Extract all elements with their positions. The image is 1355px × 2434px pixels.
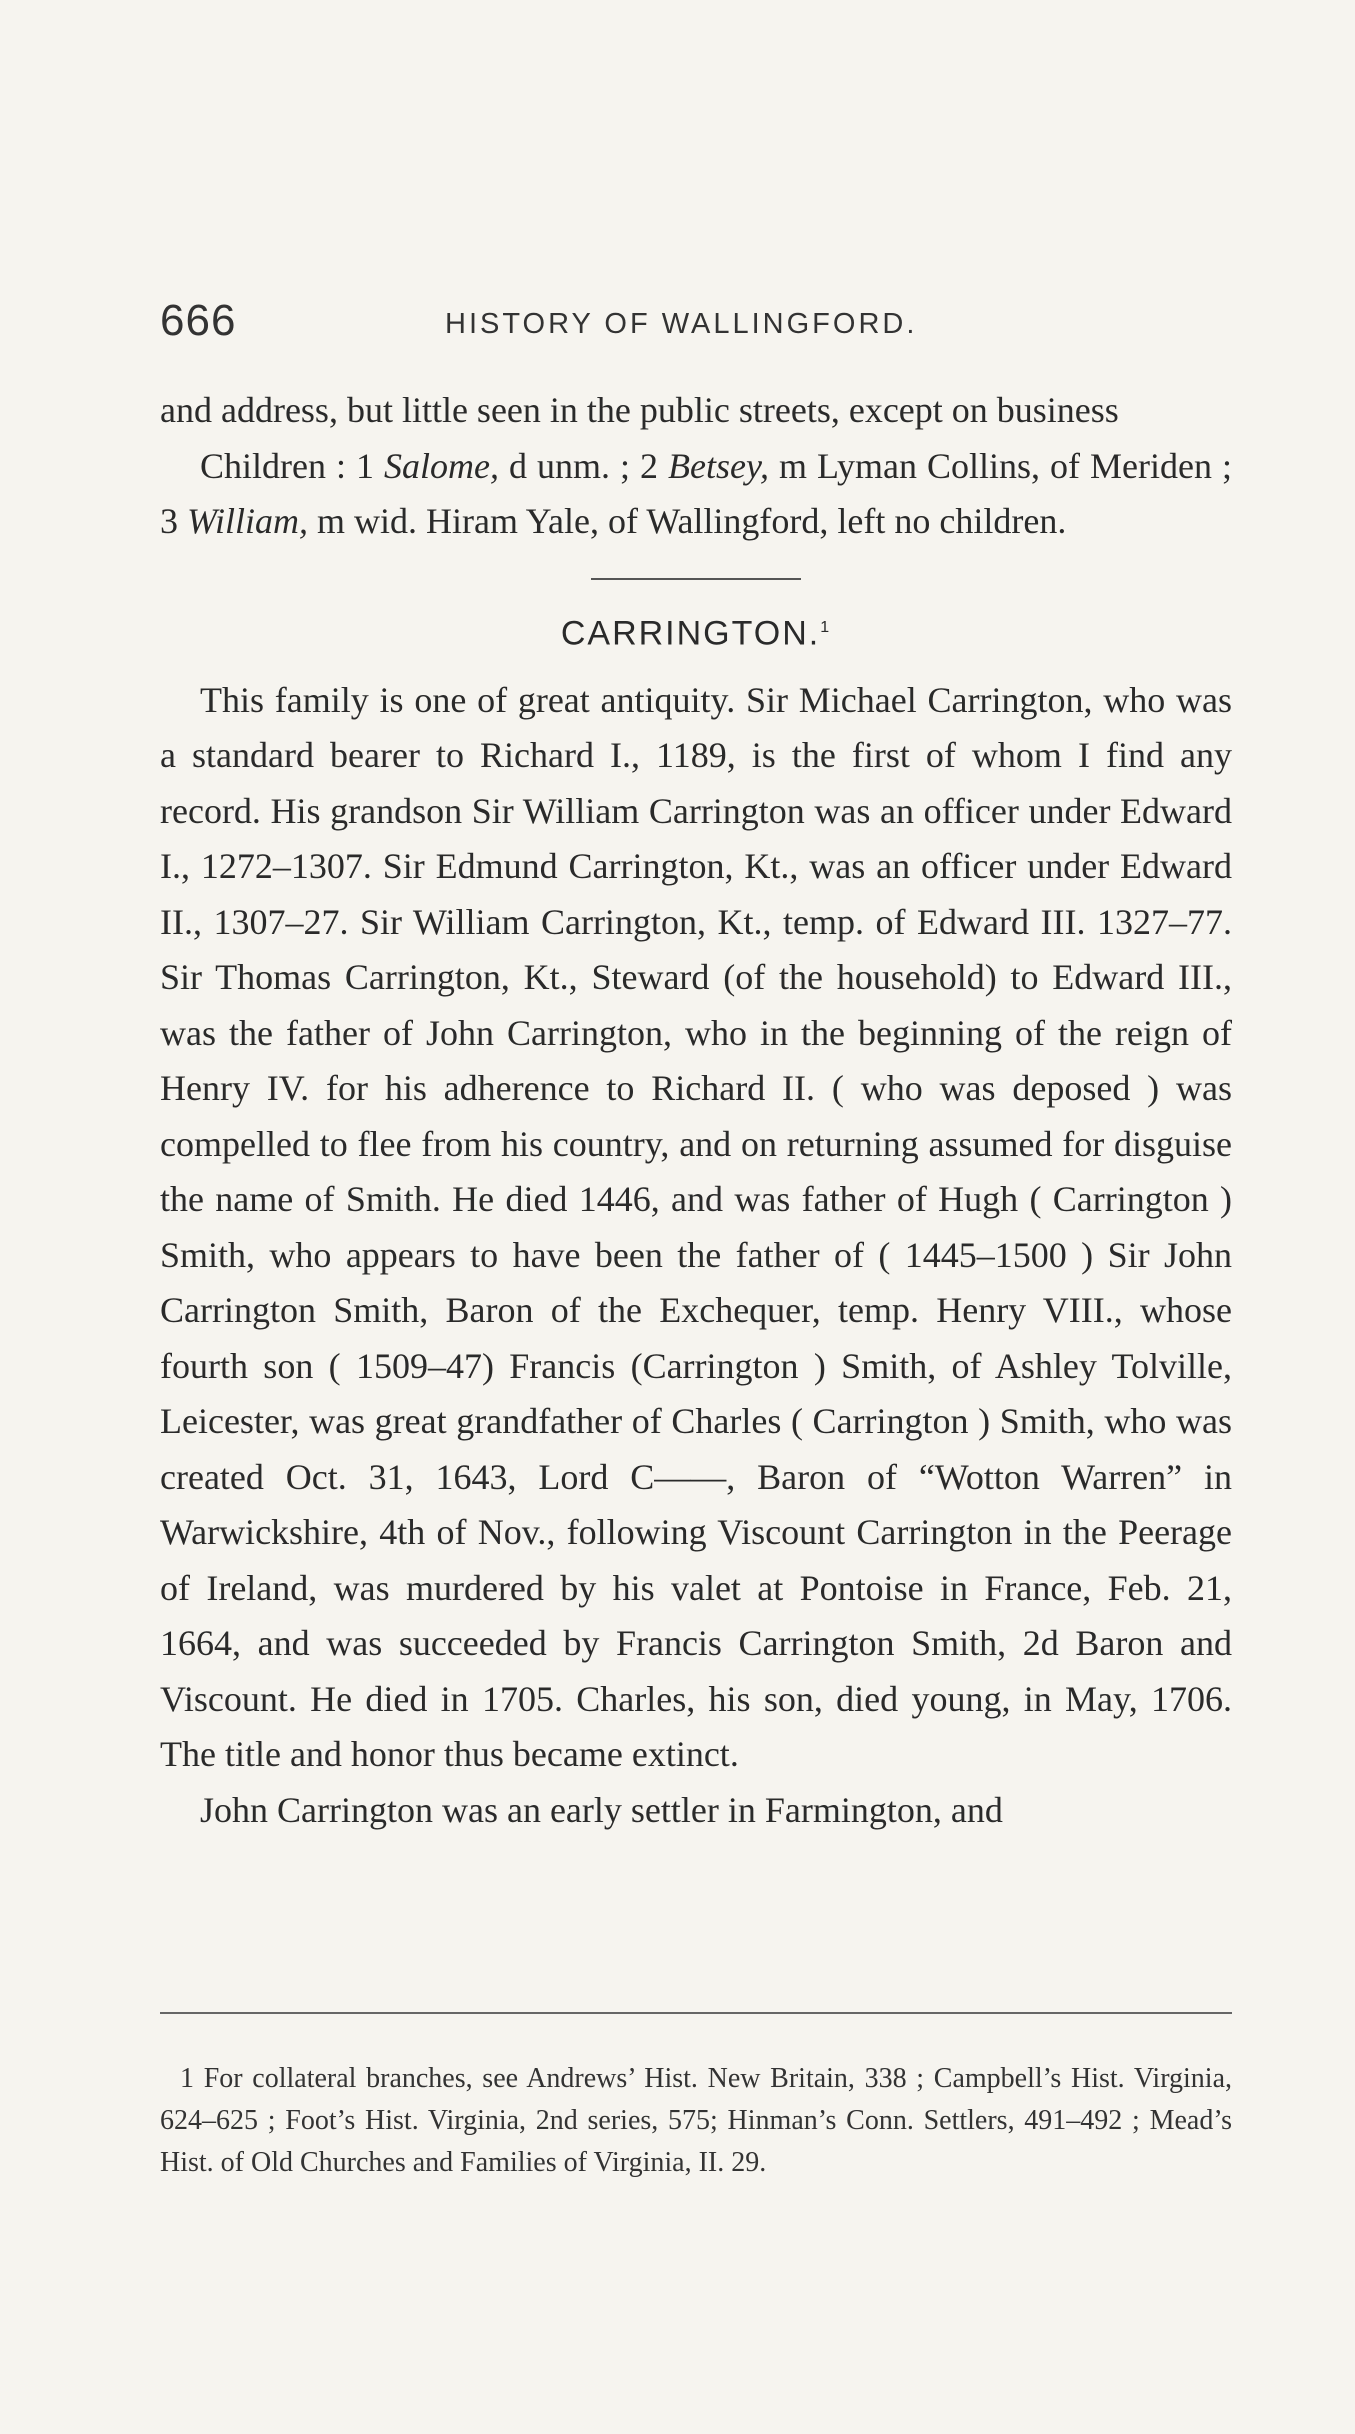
intro-line: and address, but little seen in the public streets, except on business <box>160 390 1119 430</box>
running-head <box>160 296 1232 346</box>
child-name: Betsey, <box>668 445 769 486</box>
footnote-marker: 1 <box>820 618 832 636</box>
running-title: HISTORY OF WALLINGFORD. <box>445 308 918 340</box>
child-detail: m wid. Hiram Yale, of Wallingford, left no children. <box>308 501 1067 541</box>
section-heading-text: CARRINGTON. <box>560 613 821 652</box>
footnote-divider <box>160 2012 1232 2014</box>
child-detail: d unm. ; 2 <box>499 445 669 486</box>
body-text <box>160 383 1232 1838</box>
child-detail: m Lyman Collins, of Meriden ; 3 <box>160 445 1233 541</box>
section-heading <box>160 598 1232 663</box>
section-paragraph: This family is one of great antiquity. Sir Michael Carrington, who was a standard bearer to Richard I., 1189, is the first of whom I find any record. His grandson Sir William Carrington was an officer under Edward I., 1272–1307. Sir Edmund Carrington, Kt., was an officer under Edward II., 1307–27. Sir William Carrington, Kt., temp. of Edward III. 1327–77. Sir Thomas Carrington, Kt., Steward (of the household) to Edward III., was the father of John Carrington, who in the beginning of the reign of Henry IV. for his adherence to Richard II. ( who was deposed ) was compelled to flee from his country, and on returning assumed for disguise the name of Smith. He died 1446, and was father of Hugh ( Carrington ) Smith, who appears to have been the father of ( 1445–1500 ) Sir John Carrington Smith, Baron of the Exchequer, temp. Henry VIII., whose fourth son ( 1509–47) Francis (Carrington ) Smith, of Ashley Tolville, Leicester, was great grandfather of Charles ( Carrington ) Smith, who was created Oct. 31, 1643, Lord C——, Baron of “Wotton Warren” in Warwickshire, 4th of Nov., following Viscount Carrington in the Peerage of Ireland, was murdered by his valet at Pontoise in France, Feb. 21, 1664, and was succeeded by Francis Carrington Smith, 2d Baron and Viscount. He died in 1705. Charles, his son, died young, in May, 1706. The title and honor thus became extinct. <box>160 679 1232 1775</box>
child-name: William, <box>187 501 309 541</box>
children-prefix: Children : 1 <box>200 445 385 486</box>
child-name: Salome, <box>384 445 499 486</box>
section-divider <box>591 578 801 580</box>
section-paragraph: John Carrington was an early settler in Farmington, and <box>200 1789 1003 1830</box>
children-paragraph <box>160 439 1232 550</box>
page-number: 666 <box>160 296 237 345</box>
footnote: 1 For collateral branches, see Andrews’ Hist. New Britain, 338 ; Campbell’s Hist. Virginia, 624–625 ; Foot’s Hist. Virginia, 2nd series, 575; Hinman’s Conn. Settlers, 491–492 ; Mead’s Hist. of Old Churches and Families of Virginia, II. 29. <box>160 2063 1232 2178</box>
